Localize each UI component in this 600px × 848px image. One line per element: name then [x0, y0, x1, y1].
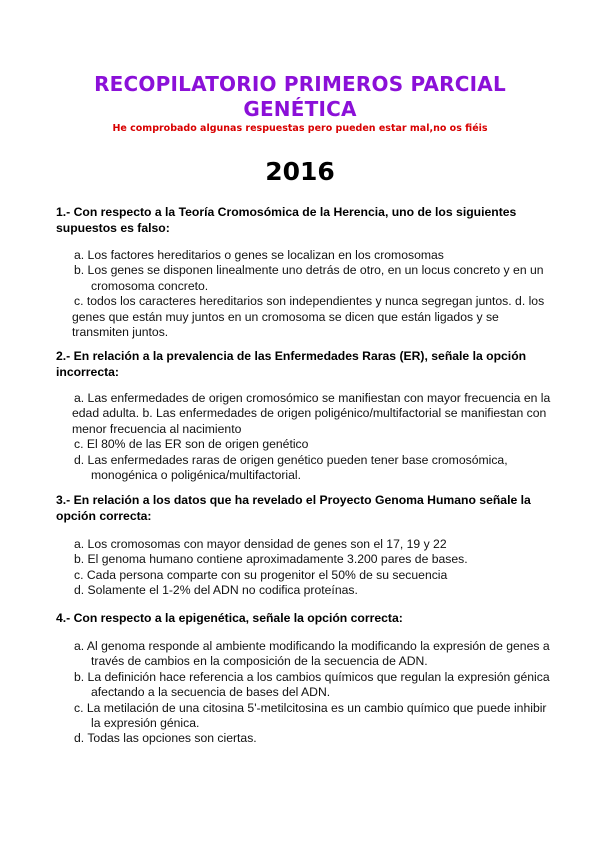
- option-c-d: c. todos los caracteres hereditarios son independientes y nunca segregan juntos. d. los: [74, 294, 545, 309]
- question-text: incorrecta:: [56, 365, 119, 379]
- option-a: a. Al genoma responde al ambiente modificando la modificando la expresión de genes a: [74, 639, 550, 653]
- option-d: d. Todas las opciones son ciertas.: [74, 731, 257, 746]
- option-b-cont: cromosoma concreto.: [91, 278, 209, 293]
- option-a-b: edad adulta. b. Las enfermedades de origen poligénico/multifactorial se manifiestan con: [72, 406, 547, 421]
- year-heading: 2016: [265, 157, 335, 186]
- option-b: b. Los genes se disponen linealmente uno detrás de otro, en un locus concreto y en un: [74, 263, 544, 278]
- question-2: [56, 348, 556, 380]
- warning-note: He comprobado algunas respuestas pero pueden estar mal,no os fiéis: [112, 123, 488, 134]
- option-d: d. Solamente el 1-2% del ADN no codifica proteínas.: [74, 583, 358, 598]
- question-4-options: [74, 639, 554, 747]
- question-3: [56, 492, 556, 524]
- question-1-options: [74, 248, 554, 340]
- question-text: supuestos es falso:: [56, 221, 170, 235]
- option-c-cont: la expresión génica.: [91, 716, 200, 731]
- option-b-cont: menor frecuencia al nacimiento: [72, 421, 242, 436]
- option-d-cont: genes que están muy juntos en un cromosoma se dicen que están ligados y se: [72, 309, 499, 324]
- question-text: 1.- Con respecto a la Teoría Cromosómica de la Herencia, uno de los siguientes: [56, 205, 517, 219]
- question-text: 4.- Con respecto a la epigenética, señale la opción correcta:: [56, 611, 403, 625]
- option-c: c. Cada persona comparte con su progenitor el 50% de su secuencia: [74, 567, 448, 582]
- option-a: a. Los factores hereditarios o genes se localizan en los cromosomas: [74, 248, 444, 262]
- option-a: a. Las enfermedades de origen cromosómico se manifiestan con mayor frecuencia en la: [74, 391, 551, 405]
- option-c: c. La metilación de una citosina 5'-metilcitosina es un cambio químico que puede inhibir: [74, 700, 547, 715]
- option-c: c. El 80% de las ER son de origen genético: [74, 437, 309, 452]
- question-text: 2.- En relación a la prevalencia de las Enfermedades Raras (ER), señale la opción: [56, 349, 527, 363]
- document-subtitle: GENÉTICA: [243, 97, 357, 121]
- option-b-cont: afectando a la secuencia de bases del ADN.: [91, 685, 331, 700]
- option-d-cont: monogénica o poligénica/multifactorial.: [91, 468, 302, 483]
- option-b: b. La definición hace referencia a los cambios químicos que regulan la expresión génica: [74, 669, 550, 684]
- question-text: opción correcta:: [56, 509, 152, 523]
- option-a: a. Los cromosomas con mayor densidad de genes son el 17, 19 y 22: [74, 537, 447, 551]
- question-text: 3.- En relación a los datos que ha revelado el Proyecto Genoma Humano señale la: [56, 493, 531, 507]
- option-a-cont: través de cambios en la composición de la secuencia de ADN.: [91, 654, 428, 669]
- option-d: d. Las enfermedades raras de origen genético pueden tener base cromosómica,: [74, 452, 508, 467]
- option-b: b. El genoma humano contiene aproximadamente 3.200 pares de bases.: [74, 552, 468, 567]
- option-d-cont: transmiten juntos.: [72, 325, 169, 340]
- question-4: [56, 610, 556, 626]
- document-title: RECOPILATORIO PRIMEROS PARCIAL: [94, 72, 506, 96]
- question-2-options: [74, 391, 554, 483]
- question-3-options: [74, 537, 554, 599]
- question-1: [56, 204, 556, 236]
